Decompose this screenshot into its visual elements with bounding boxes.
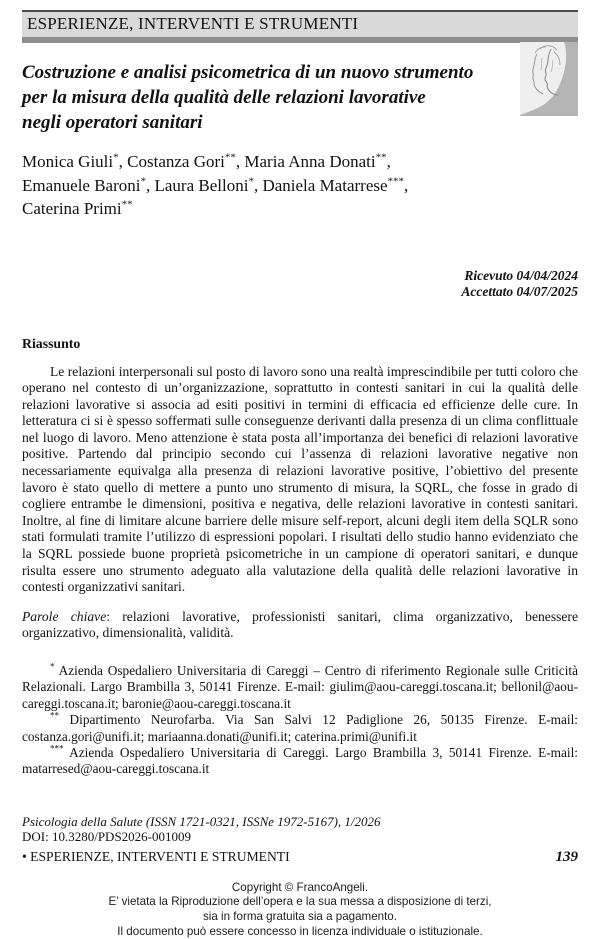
abstract-heading: Riassunto xyxy=(22,335,81,351)
section-divider-rule xyxy=(22,37,578,43)
author-affiliation-marker: ** xyxy=(375,151,387,164)
footnote-marker: *** xyxy=(50,743,64,754)
faces-sketch-image xyxy=(520,42,578,116)
section-header-text: ESPERIENZE, INTERVENTI E STRUMENTI xyxy=(27,14,359,33)
author-affiliation-marker: ** xyxy=(224,151,236,164)
footnote-marker: ** xyxy=(50,710,59,721)
text-line: Il documento può essere concesso in licenza individuale o istituzionale. xyxy=(117,924,483,938)
received-date: Ricevuto 04/04/2024 xyxy=(464,267,578,283)
footnote: ** Dipartimento Neurofarba. Via San Salvi 12 Padiglione 26, 50135 Firenze. E-mail: costanza.gori@unifi.it; mariaanna.donati@unifi.it; caterina.primi@unifi.it xyxy=(22,710,578,744)
section-footer-line xyxy=(22,849,578,866)
author-name: Costanza Gori xyxy=(127,152,225,171)
text-line: negli operatori sanitari xyxy=(22,112,203,133)
author-affiliation-marker: * xyxy=(140,174,146,187)
doi-line: DOI: 10.3280/PDS2026-001009 xyxy=(22,829,192,845)
author-name: Maria Anna Donati xyxy=(244,152,376,171)
author-affiliation-marker: ** xyxy=(121,198,133,211)
submission-dates xyxy=(22,268,578,300)
author-line: Emanuele Baroni*, Laura Belloni*, Daniela Matarrese***, xyxy=(22,174,409,195)
accepted-date: Accettato 04/07/2025 xyxy=(461,283,578,299)
author-line xyxy=(22,197,578,221)
bullet-glyph: • xyxy=(22,848,27,864)
journal-issn-line: Psicologia della Salute (ISSN 1721-0321, ISSNe 1972-5167), 1/2026 xyxy=(22,813,381,829)
journal-page xyxy=(0,10,600,938)
author-affiliation-marker: *** xyxy=(387,174,405,187)
affiliation-footnotes xyxy=(22,663,578,778)
author-list xyxy=(22,150,578,221)
footnote: * Azienda Ospedaliero Universitaria di Careggi – Centro di riferimento Regionale sulle Criticità Relazionali. Largo Brambilla 3, 50141 Firenze. E-mail: giulim@aou-careggi.toscana.it; bellonil@aou-careggi.toscana.it; baronie@aou-careggi.toscana.it xyxy=(22,661,578,711)
author-name: Caterina Primi xyxy=(22,199,122,218)
footnote: *** Azienda Ospedaliero Universitaria di Careggi. Largo Brambilla 3, 50141 Firenze. E-mail: matarresed@aou-careggi.toscana.it xyxy=(22,743,578,777)
text-line: sia in forma gratuita sia a pagamento. xyxy=(203,910,397,924)
section-footer-label: ESPERIENZE, INTERVENTI E STRUMENTI xyxy=(30,848,290,864)
keywords-label: Parole chiave xyxy=(22,608,107,624)
author-line: Monica Giuli*, Costanza Gori**, Maria Anna Donati**, xyxy=(22,151,391,171)
text-line: per la misura della qualità delle relazioni lavorative xyxy=(22,87,426,108)
text-line: E’ vietata la Riproduzione dell’opera e la sua messa a disposizione di terzi, xyxy=(108,895,492,909)
faces-sketch-svg xyxy=(520,42,578,116)
keywords-text: : relazioni lavorative, professionisti sanitari, clima organizzativo, benessere organizzativo, dimensionalità, validità. xyxy=(22,608,578,641)
keywords-line xyxy=(22,609,578,642)
copyright-notice xyxy=(0,881,600,939)
section-header-band xyxy=(22,10,578,37)
author-name: Monica Giuli xyxy=(22,152,114,171)
author-name: Laura Belloni xyxy=(154,175,249,195)
text-line: Copyright © FrancoAngeli. xyxy=(231,880,369,894)
author-affiliation-marker: * xyxy=(113,151,119,164)
author-name: Daniela Matarrese xyxy=(262,175,388,195)
section-footer-text xyxy=(22,849,290,865)
article-title xyxy=(22,60,502,135)
text-line: Costruzione e analisi psicometrica di un nuovo strumento xyxy=(22,62,474,83)
author-affiliation-marker: * xyxy=(248,174,254,187)
footnote-marker: * xyxy=(50,661,55,672)
author-name: Emanuele Baroni xyxy=(22,175,141,195)
page-number: 139 xyxy=(555,848,578,865)
journal-info xyxy=(22,814,578,845)
abstract-text: Le relazioni interpersonali sul posto di lavoro sono una realtà imprescindibile per tutti coloro che operano nel contesto di un’organizzazione, soprattutto in contesti sanitari in cui la qualità delle relazioni lavorative si associa ad esiti positivi in termini di efficacia ed efficienze delle cure. In letteratura ci si è spesso soffermati sulle conseguenze derivanti dalla presenza di un clima conflittuale nel luogo di lavoro. Meno attenzione è stata posta all’importanza dei benefici di relazioni lavorative positive. Partendo dal principio secondo cui l’assenza di relazioni lavorative negative non necessariamente equivalga alla presenza di relazioni lavorative positive, l’obiettivo del presente lavoro è stato quello di mettere a punto uno strumento di misura, la SQRL, che fosse in grado di cogliere entrambe le dimensioni, positiva e negativa, delle relazioni lavorative in contesti sanitari. Inoltre, al fine di limitare alcune barriere delle misure self-report, alcuni degli item della SQLR sono stati formulati tramite l’utilizzo di espressioni popolari. I risultati dello studio hanno evidenziato che la SQRL possiede buone proprietà psicometriche in un campione di operatori sanitari, e dunque risulta essere uno strumento adeguato alla valutazione della qualità delle relazioni lavorative in contesti organizzativi sanitari. xyxy=(22,363,578,595)
